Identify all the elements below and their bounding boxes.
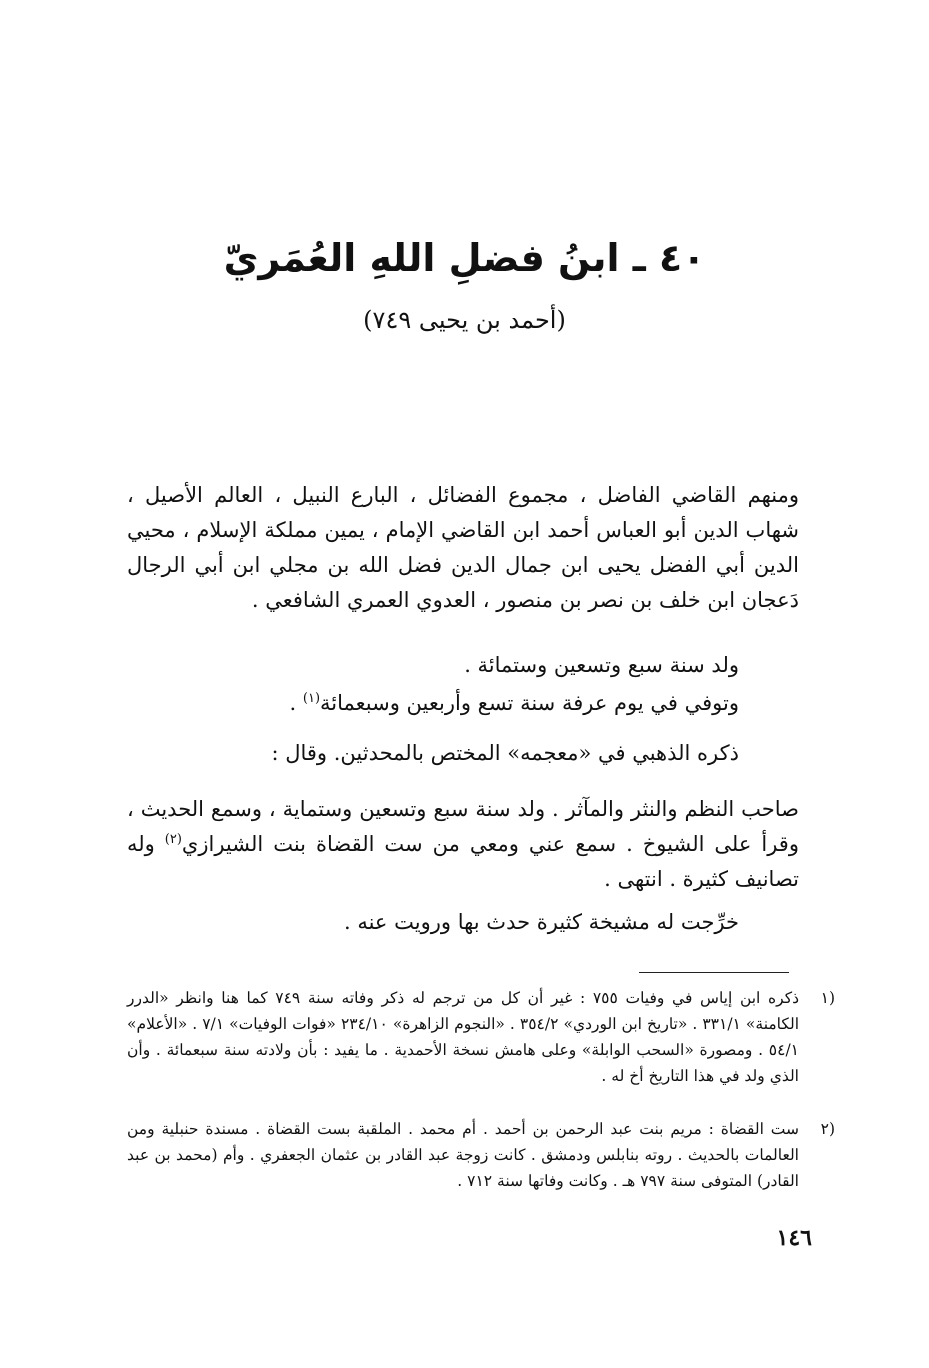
death-text: وتوفي في يوم عرفة سنة تسع وأربعين وسبعمائة: [320, 691, 739, 715]
footnote-divider: [639, 972, 789, 973]
quote-text-a: صاحب النظم والنثر والمآثر . ولد سنة سبع وتسعين وستماية ، وسمع الحديث ، وقرأ على الشيوخ . سمع عني ومعي من ست القضاة بنت الشيرازي: [127, 797, 799, 856]
footnote-ref-1[interactable]: (١): [302, 691, 321, 706]
intro-paragraph: ومنهم القاضي الفاضل ، مجموع الفضائل ، البارع النبيل ، العالم الأصيل ، شهاب الدين أبو العباس أحمد ابن القاضي الإمام ، يمين مملكة الإسلام ، محيي الدين أبي الفضل يحيى ابن جمال الدين فضل الله بن مجلي ابن أبي الرجال دَعجان ابن خلف بن نصر بن منصور ، العدوي العمري الشافعي .: [127, 483, 799, 612]
footnote-text: ذكره ابن إياس في وفيات ٧٥٥ : غير أن كل من ترجم له ذكر وفاته سنة ٧٤٩ كما هنا وانظر «الدرر الكامنة» ٣٣١/١ . «تاريخ ابن الوردي» ٣٥٤/٢ . «النجوم الزاهرة» ٢٣٤/١٠ «فوات الوفيات» ٧/١ . «الأعلام» ٥٤/١ . ومصورة «السحب الوابلة» وعلى هامش نسخة الأحمدية . ما يفيد : بأن ولادته سنة سبعمائة . وأن الذي ولد في هذا التاريخ أخ له .: [127, 989, 799, 1085]
footnote-number: ١): [820, 989, 835, 1007]
footnote-2: [127, 1116, 835, 1194]
chapter-subtitle: (أحمد بن يحيى ٧٤٩): [363, 306, 566, 334]
quote-paragraph: [127, 792, 799, 897]
birth-line: ولد سنة سبع وتسعين وستمائة .: [464, 653, 739, 677]
page-number: ١٤٦: [776, 1225, 812, 1251]
footnote-number: ٢): [820, 1120, 835, 1138]
death-end: .: [289, 691, 303, 715]
death-line: [129, 686, 739, 721]
chapter-title: ٤٠ ـ ابنُ فضلِ اللهِ العُمَريّ: [223, 236, 706, 280]
ending-line: خرِّجت له مشيخة كثيرة حدث بها ورويت عنه .: [343, 910, 739, 934]
dhahabi-line: ذكره الذهبي في «معجمه» المختص بالمحدثين. وقال :: [271, 741, 739, 765]
footnote-ref-2[interactable]: (٢): [164, 832, 182, 847]
footnote-1: [127, 985, 835, 1089]
footnote-text: ست القضاة : مريم بنت عبد الرحمن بن أحمد . أم محمد . الملقبة بست القضاة . مسندة حنبلية ومن العالمات بالحديث . روته بنابلس ودمشق . كانت زوجة عبد القادر بن عثمان الجعفري . وأم (محمد بن عبد القادر) المتوفى سنة ٧٩٧ هـ . وكانت وفاتها سنة ٧١٢ .: [127, 1120, 799, 1190]
quote-text-b: وله تصانيف كثيرة . انتهى .: [127, 832, 799, 891]
